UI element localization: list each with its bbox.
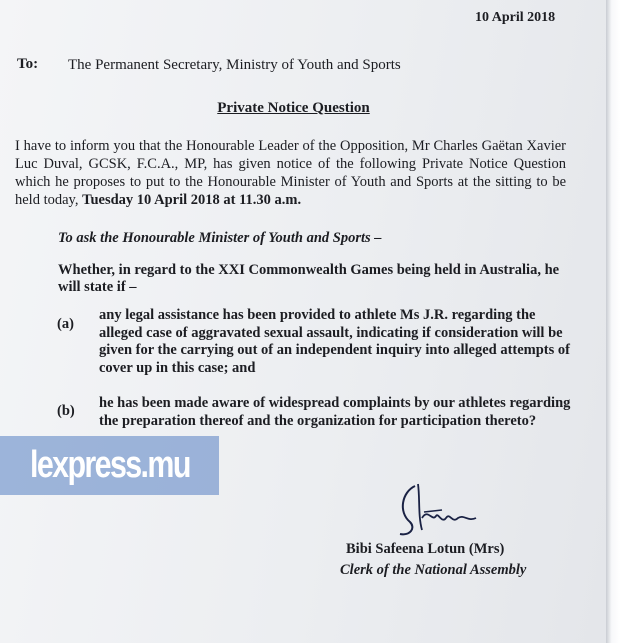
item-b-label: (b) bbox=[57, 403, 75, 419]
item-b-text: he has been made aware of widespread complaints by our athletes regarding the preparation thereof and the organization for participation thereto? bbox=[99, 395, 571, 429]
intro-paragraph bbox=[15, 137, 566, 209]
recipient-name: The Permanent Secretary, Ministry of Youth and Sports bbox=[68, 57, 401, 73]
document-heading: Private Notice Question bbox=[217, 100, 370, 116]
item-a-label: (a) bbox=[57, 316, 74, 332]
watermark-text: lexpress.mu bbox=[29, 444, 190, 486]
item-a-text: any legal assistance has been provided to athlete Ms J.R. regarding the alleged case of aggravated sexual assault, indicating if consideration will be given for the carrying out of an independent inquiry into alleged attempts of cover up in this case; and bbox=[99, 307, 570, 376]
question-preamble: Whether, in regard to the XXI Commonwealth Games being held in Australia, he will state if – bbox=[58, 262, 560, 295]
intro-date-time: Tuesday 10 April 2018 at 11.30 a.m. bbox=[82, 192, 302, 208]
signer-name: Bibi Safeena Lotun (Mrs) bbox=[346, 541, 505, 557]
page-edge bbox=[606, 0, 620, 643]
recipient-label: To: bbox=[17, 56, 39, 72]
document-date: 10 April 2018 bbox=[475, 10, 556, 25]
intro-text: I have to inform you that the Honourable Leader of the Opposition, Mr Charles Gaëtan Xavier Luc Duval, GCSK, F.C.A., MP, has given notice of the following Private Notice Question which he proposes to put to the Honourable Minister of Youth and Sports at the sitting to be held today, bbox=[15, 138, 566, 208]
signer-title: Clerk of the National Assembly bbox=[340, 562, 527, 578]
question-addressee: To ask the Honourable Minister of Youth and Sports – bbox=[58, 230, 382, 246]
handwritten-signature bbox=[380, 478, 490, 548]
watermark-banner bbox=[0, 436, 219, 495]
